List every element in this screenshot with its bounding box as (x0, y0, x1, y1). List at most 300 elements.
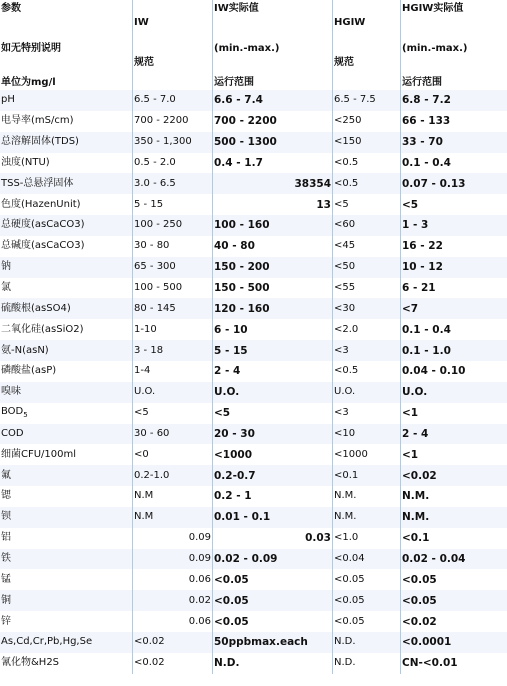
hgiw-actual-cell (401, 194, 507, 215)
hgiw-spec-cell (333, 632, 401, 653)
iw-spec-cell (133, 90, 213, 111)
hgiw-actual-cell (401, 319, 507, 340)
hgiw-actual-cell (401, 507, 507, 528)
hgiw-actual-cell-text: CN-<0.01 (402, 657, 458, 670)
param-cell-text: 铁 (1, 552, 11, 564)
hgiw-actual-cell (401, 153, 507, 174)
iw-actual-cell-text: 6.6 - 7.4 (214, 94, 263, 107)
table-row (0, 507, 507, 528)
iw-actual-cell (213, 611, 333, 632)
iw-actual-cell-text: 0.02 - 0.09 (214, 552, 278, 565)
hgiw-actual-cell (401, 549, 507, 570)
param-cell (0, 528, 133, 549)
hgiw-spec-cell (333, 153, 401, 174)
iw-actual-cell-text: 0.03 (305, 532, 331, 545)
hgiw-actual-cell (401, 298, 507, 319)
hgiw-spec-cell (333, 215, 401, 236)
iw-actual-cell-text: <0.05 (214, 594, 249, 607)
iw-spec-cell-text: <0 (134, 448, 149, 460)
header-iw-actual (213, 0, 333, 90)
hgiw-actual-cell-text: 2 - 4 (402, 427, 429, 440)
param-cell-text: 总碱度(asCaCO3) (1, 240, 85, 252)
iw-spec-cell (133, 569, 213, 590)
iw-actual-cell (213, 236, 333, 257)
iw-spec-cell-text: N.M (134, 490, 154, 502)
header-param-unit: 单位为mg/l (1, 77, 56, 88)
param-cell (0, 257, 133, 278)
iw-actual-cell-text: 40 - 80 (214, 240, 255, 253)
hgiw-actual-cell-text: 16 - 22 (402, 240, 443, 253)
hgiw-actual-cell-text: <0.1 (402, 532, 430, 545)
iw-actual-cell (213, 278, 333, 299)
hgiw-spec-cell-text: N.D. (334, 657, 356, 669)
hgiw-spec-cell (333, 111, 401, 132)
hgiw-spec-cell-text: <30 (334, 302, 356, 314)
hgiw-spec-cell (333, 528, 401, 549)
param-cell-text: 细菌CFU/100ml (1, 448, 77, 460)
table-row (0, 632, 507, 653)
iw-actual-cell (213, 361, 333, 382)
iw-spec-cell (133, 298, 213, 319)
hgiw-actual-cell-text: <0.05 (402, 573, 437, 586)
iw-spec-cell-text: N.M (134, 511, 154, 523)
hgiw-actual-cell-text: 33 - 70 (402, 136, 443, 149)
hgiw-spec-cell-text: <5 (334, 198, 349, 210)
hgiw-spec-cell-text: N.M. (334, 511, 357, 523)
iw-actual-cell (213, 403, 333, 424)
table-row (0, 361, 507, 382)
hgiw-spec-cell-text: <0.04 (334, 552, 365, 564)
hgiw-spec-cell-text: <55 (334, 282, 356, 294)
iw-spec-cell (133, 215, 213, 236)
iw-spec-cell-text: 0.09 (188, 552, 211, 564)
param-cell-text: 氯 (1, 282, 11, 294)
hgiw-spec-cell-text: U.O. (334, 386, 356, 398)
hgiw-actual-cell-text: 0.1 - 0.4 (402, 156, 451, 169)
param-cell (0, 549, 133, 570)
table-row (0, 111, 507, 132)
hgiw-spec-cell (333, 361, 401, 382)
hgiw-actual-cell (401, 340, 507, 361)
iw-actual-cell (213, 590, 333, 611)
hgiw-actual-cell (401, 569, 507, 590)
hgiw-spec-cell (333, 611, 401, 632)
hgiw-actual-cell-text: 0.04 - 0.10 (402, 365, 466, 378)
iw-actual-cell-text: 6 - 10 (214, 323, 248, 336)
param-cell (0, 340, 133, 361)
param-cell-text: 钠 (1, 261, 11, 273)
hgiw-spec-cell (333, 486, 401, 507)
hgiw-actual-cell (401, 90, 507, 111)
table-row (0, 611, 507, 632)
table-row (0, 215, 507, 236)
iw-actual-cell (213, 465, 333, 486)
header-hgiw-actual-range: (min.-max.) (402, 43, 468, 54)
header-param-title: 参数 (1, 3, 21, 14)
table-row (0, 153, 507, 174)
hgiw-actual-cell-text: N.M. (402, 490, 430, 503)
param-cell (0, 111, 133, 132)
table-row (0, 403, 507, 424)
iw-actual-cell (213, 528, 333, 549)
hgiw-actual-cell-text: 1 - 3 (402, 219, 429, 232)
hgiw-actual-cell (401, 257, 507, 278)
iw-spec-cell-text: 5 - 15 (134, 198, 164, 210)
param-cell (0, 465, 133, 486)
iw-spec-cell (133, 653, 213, 674)
hgiw-actual-cell-text: 0.02 - 0.04 (402, 552, 466, 565)
hgiw-actual-cell-text: <1 (402, 407, 419, 420)
hgiw-spec-cell (333, 549, 401, 570)
iw-spec-cell-text: 0.06 (188, 573, 211, 585)
iw-spec-cell-text: 350 - 1,300 (134, 136, 192, 148)
hgiw-spec-cell-text: <0.5 (334, 177, 359, 189)
iw-spec-cell (133, 549, 213, 570)
hgiw-spec-cell (333, 444, 401, 465)
table-row (0, 173, 507, 194)
param-cell (0, 153, 133, 174)
param-cell (0, 507, 133, 528)
iw-spec-cell (133, 236, 213, 257)
param-cell (0, 194, 133, 215)
iw-spec-cell (133, 319, 213, 340)
iw-spec-cell-text: 6.5 - 7.0 (134, 94, 176, 106)
param-cell (0, 173, 133, 194)
iw-actual-cell (213, 569, 333, 590)
param-cell (0, 569, 133, 590)
table-row (0, 340, 507, 361)
iw-spec-cell (133, 632, 213, 653)
iw-actual-cell (213, 340, 333, 361)
hgiw-spec-cell-text: <0.1 (334, 469, 359, 481)
iw-actual-cell-text: 100 - 160 (214, 219, 270, 232)
hgiw-actual-cell-text: <0.05 (402, 594, 437, 607)
hgiw-actual-cell (401, 465, 507, 486)
param-cell (0, 361, 133, 382)
hgiw-actual-cell-text: 6 - 21 (402, 282, 436, 295)
iw-actual-cell-text: 150 - 200 (214, 261, 270, 274)
iw-spec-cell-text: 3 - 18 (134, 344, 164, 356)
header-hgiw-actual-op: 运行范围 (402, 77, 442, 88)
iw-spec-cell (133, 173, 213, 194)
iw-spec-cell-text: <5 (134, 407, 149, 419)
hgiw-spec-cell (333, 507, 401, 528)
header-param (0, 0, 133, 90)
hgiw-actual-cell-text: <1 (402, 448, 419, 461)
iw-spec-cell (133, 340, 213, 361)
iw-actual-cell (213, 382, 333, 403)
param-cell-text: BOD (1, 405, 24, 417)
iw-actual-cell-text: 13 (316, 198, 331, 211)
hgiw-spec-cell (333, 340, 401, 361)
hgiw-spec-cell-text: <0.5 (334, 365, 359, 377)
hgiw-spec-cell-text: <1.0 (334, 532, 359, 544)
hgiw-actual-cell-text: 0.1 - 1.0 (402, 344, 451, 357)
iw-actual-cell (213, 111, 333, 132)
hgiw-actual-cell-text: 6.8 - 7.2 (402, 94, 451, 107)
table-row (0, 569, 507, 590)
iw-actual-cell (213, 90, 333, 111)
iw-spec-cell (133, 361, 213, 382)
param-cell-text: 电导率(mS/cm) (1, 115, 74, 127)
iw-spec-cell-text: 0.09 (188, 532, 211, 544)
param-cell-text: 总硬度(asCaCO3) (1, 219, 85, 231)
hgiw-actual-cell (401, 215, 507, 236)
header-param-note: 如无特别说明 (1, 43, 61, 54)
hgiw-actual-cell (401, 111, 507, 132)
iw-spec-cell-text: 80 - 145 (134, 302, 176, 314)
iw-spec-cell (133, 486, 213, 507)
iw-spec-cell (133, 257, 213, 278)
iw-spec-cell (133, 590, 213, 611)
hgiw-spec-cell (333, 465, 401, 486)
param-cell-text: 铜 (1, 594, 11, 606)
table-row (0, 465, 507, 486)
hgiw-actual-cell (401, 382, 507, 403)
param-cell-text: 色度(HazenUnit) (1, 198, 81, 210)
iw-spec-cell-text: 1-10 (134, 323, 157, 335)
table-row (0, 90, 507, 111)
iw-spec-cell (133, 424, 213, 445)
iw-spec-cell (133, 132, 213, 153)
param-cell-text: 锰 (1, 573, 11, 585)
param-cell-text: 硫酸根(asSO4) (1, 302, 71, 314)
hgiw-actual-cell (401, 632, 507, 653)
param-cell (0, 382, 133, 403)
table-row (0, 444, 507, 465)
hgiw-spec-cell (333, 590, 401, 611)
iw-spec-cell (133, 611, 213, 632)
hgiw-actual-cell (401, 173, 507, 194)
hgiw-actual-cell (401, 528, 507, 549)
hgiw-actual-cell-text: 10 - 12 (402, 261, 443, 274)
param-cell-text: As,Cd,Cr,Pb,Hg,Se (1, 636, 93, 648)
hgiw-actual-cell (401, 361, 507, 382)
header-iw (133, 0, 213, 90)
hgiw-spec-cell-text: N.D. (334, 636, 356, 648)
param-cell (0, 132, 133, 153)
iw-actual-cell-text: <5 (214, 407, 231, 420)
param-cell (0, 298, 133, 319)
hgiw-spec-cell (333, 319, 401, 340)
param-cell-text: COD (1, 427, 24, 439)
header-hgiw (333, 0, 401, 90)
iw-actual-cell-text: 38354 (294, 177, 331, 190)
hgiw-spec-cell (333, 569, 401, 590)
iw-actual-cell-text: 0.4 - 1.7 (214, 156, 263, 169)
table-row (0, 528, 507, 549)
iw-actual-cell (213, 444, 333, 465)
iw-spec-cell-text: 65 - 300 (134, 261, 176, 273)
hgiw-spec-cell (333, 278, 401, 299)
hgiw-spec-cell (333, 194, 401, 215)
hgiw-actual-cell (401, 611, 507, 632)
hgiw-spec-cell-text: <0.5 (334, 156, 359, 168)
header-iw-title: IW (134, 17, 149, 28)
iw-spec-cell-text: 700 - 2200 (134, 115, 189, 127)
param-cell-text: 氨-N(asN) (1, 344, 49, 356)
iw-actual-cell-text: 120 - 160 (214, 302, 270, 315)
param-cell (0, 590, 133, 611)
param-cell-text: 二氧化硅(asSiO2) (1, 323, 84, 335)
param-cell-text: 锶 (1, 490, 11, 502)
iw-actual-cell (213, 653, 333, 674)
iw-actual-cell-text: 700 - 2200 (214, 115, 277, 128)
hgiw-spec-cell-text: <0.05 (334, 615, 365, 627)
iw-spec-cell (133, 278, 213, 299)
param-cell-text: 氟 (1, 469, 11, 481)
table-row (0, 590, 507, 611)
hgiw-actual-cell (401, 590, 507, 611)
header-hgiw-actual (401, 0, 507, 90)
iw-spec-cell (133, 507, 213, 528)
hgiw-actual-cell (401, 236, 507, 257)
hgiw-spec-cell-text: 6.5 - 7.5 (334, 94, 376, 106)
param-cell-text: 总溶解固体(TDS) (1, 136, 79, 148)
header-row (0, 0, 507, 90)
hgiw-actual-cell-text: <0.02 (402, 615, 437, 628)
iw-actual-cell (213, 486, 333, 507)
header-iw-actual-op: 运行范围 (214, 77, 254, 88)
hgiw-spec-cell-text: <50 (334, 261, 356, 273)
param-cell-text: pH (1, 94, 15, 106)
iw-spec-cell (133, 153, 213, 174)
param-cell-text: 铝 (1, 532, 11, 544)
hgiw-actual-cell-text: 0.07 - 0.13 (402, 177, 466, 190)
iw-spec-cell-text: U.O. (134, 386, 156, 398)
iw-spec-cell-text: 0.2-1.0 (134, 469, 170, 481)
hgiw-actual-cell-text: <7 (402, 302, 419, 315)
iw-actual-cell-text: 0.01 - 0.1 (214, 511, 271, 524)
hgiw-actual-cell (401, 278, 507, 299)
hgiw-actual-cell (401, 486, 507, 507)
hgiw-actual-cell-text: 66 - 133 (402, 115, 451, 128)
header-hgiw-spec: 规范 (334, 57, 354, 68)
iw-actual-cell (213, 153, 333, 174)
iw-spec-cell-text: 0.06 (188, 615, 211, 627)
hgiw-spec-cell (333, 382, 401, 403)
param-cell-text: 氰化物&H2S (1, 657, 60, 669)
hgiw-spec-cell-text: <250 (334, 115, 362, 127)
iw-actual-cell-text: N.D. (214, 657, 240, 670)
param-cell (0, 278, 133, 299)
hgiw-spec-cell-text: <3 (334, 344, 349, 356)
iw-actual-cell-text: 5 - 15 (214, 344, 248, 357)
hgiw-spec-cell-text: <1000 (334, 448, 368, 460)
iw-spec-cell (133, 444, 213, 465)
table-row (0, 653, 507, 674)
param-cell (0, 632, 133, 653)
iw-actual-cell-text: <0.05 (214, 573, 249, 586)
iw-spec-cell (133, 382, 213, 403)
param-cell (0, 653, 133, 674)
hgiw-spec-cell-text: <45 (334, 240, 356, 252)
table-row (0, 382, 507, 403)
hgiw-actual-cell-text: N.M. (402, 511, 430, 524)
table-row (0, 298, 507, 319)
hgiw-spec-cell (333, 132, 401, 153)
iw-spec-cell-text: <0.02 (134, 636, 165, 648)
hgiw-actual-cell-text: <0.02 (402, 469, 437, 482)
table-row (0, 424, 507, 445)
table-row (0, 486, 507, 507)
table-row (0, 236, 507, 257)
hgiw-actual-cell (401, 424, 507, 445)
param-cell (0, 90, 133, 111)
hgiw-spec-cell-text: <60 (334, 219, 356, 231)
iw-actual-cell-text: 500 - 1300 (214, 136, 277, 149)
param-cell (0, 215, 133, 236)
hgiw-spec-cell (333, 173, 401, 194)
iw-actual-cell-text: 20 - 30 (214, 427, 255, 440)
param-cell (0, 236, 133, 257)
param-cell (0, 444, 133, 465)
iw-actual-cell-text: 0.2-0.7 (214, 469, 256, 482)
table-row (0, 319, 507, 340)
iw-actual-cell-text: 2 - 4 (214, 365, 241, 378)
iw-actual-cell-text: 50ppbmax.each (214, 636, 308, 649)
table-row (0, 257, 507, 278)
iw-spec-cell-text: 30 - 60 (134, 427, 170, 439)
iw-actual-cell-text: 150 - 500 (214, 282, 270, 295)
param-cell (0, 486, 133, 507)
iw-actual-cell (213, 194, 333, 215)
hgiw-actual-cell (401, 403, 507, 424)
param-cell-text: 浊度(NTU) (1, 156, 50, 168)
iw-spec-cell-text: 0.02 (188, 594, 211, 606)
hgiw-actual-cell (401, 444, 507, 465)
hgiw-spec-cell-text: N.M. (334, 490, 357, 502)
param-cell (0, 403, 133, 424)
hgiw-spec-cell (333, 257, 401, 278)
hgiw-spec-cell (333, 653, 401, 674)
table-row (0, 549, 507, 570)
iw-actual-cell-text: U.O. (214, 386, 240, 399)
iw-actual-cell-text: <1000 (214, 448, 253, 461)
hgiw-actual-cell (401, 653, 507, 674)
iw-actual-cell (213, 173, 333, 194)
iw-actual-cell (213, 424, 333, 445)
hgiw-actual-cell (401, 132, 507, 153)
hgiw-actual-cell-text: <0.0001 (402, 636, 452, 649)
iw-spec-cell-text: 1-4 (134, 365, 151, 377)
header-iw-actual-range: (min.-max.) (214, 43, 280, 54)
iw-spec-cell (133, 403, 213, 424)
table-row (0, 194, 507, 215)
param-cell-text: 嗅味 (1, 386, 21, 398)
iw-spec-cell (133, 111, 213, 132)
table-row (0, 132, 507, 153)
param-subscript: 5 (23, 410, 28, 419)
header-iw-actual-title: IW实际值 (214, 3, 259, 14)
hgiw-spec-cell-text: <3 (334, 407, 349, 419)
hgiw-spec-cell-text: <0.05 (334, 573, 365, 585)
iw-spec-cell (133, 528, 213, 549)
param-cell (0, 319, 133, 340)
header-iw-spec: 规范 (134, 57, 154, 68)
iw-actual-cell (213, 215, 333, 236)
hgiw-spec-cell (333, 403, 401, 424)
iw-actual-cell (213, 132, 333, 153)
hgiw-spec-cell-text: <150 (334, 136, 362, 148)
iw-spec-cell-text: 100 - 250 (134, 219, 183, 231)
hgiw-spec-cell-text: <2.0 (334, 323, 359, 335)
hgiw-actual-cell-text: 0.1 - 0.4 (402, 323, 451, 336)
hgiw-spec-cell (333, 424, 401, 445)
param-cell-text: TSS-总悬浮固体 (1, 177, 74, 189)
iw-actual-cell (213, 549, 333, 570)
hgiw-actual-cell-text: <5 (402, 198, 419, 211)
